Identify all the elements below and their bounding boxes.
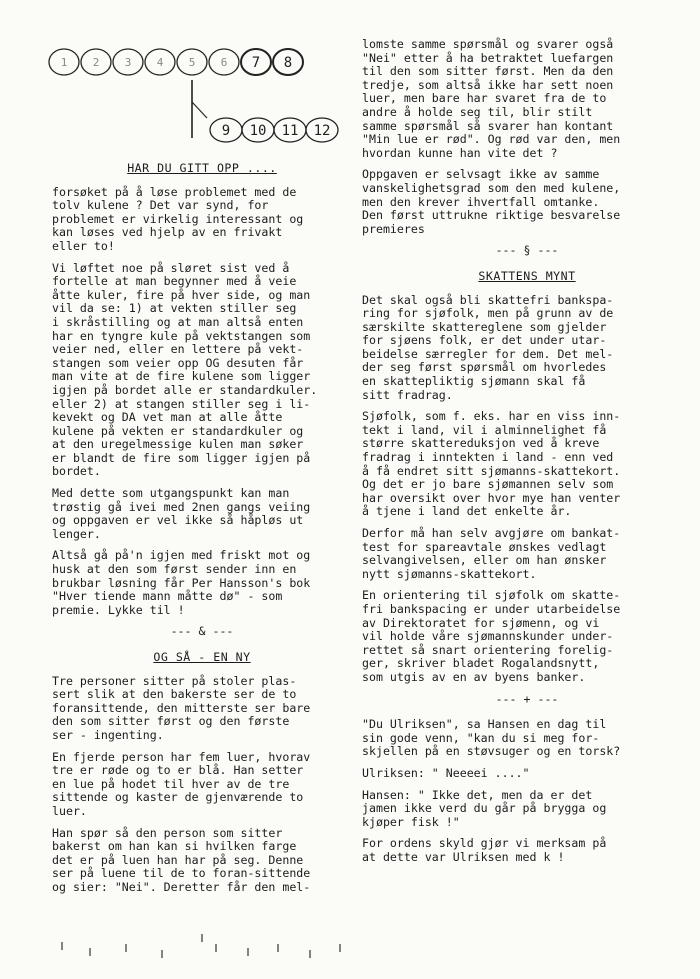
ball-label-12: 12 [313,123,331,139]
ball-label-1: 1 [60,56,68,69]
right-paragraph-8: Ulriksen: " Neeeei ...." [362,765,530,780]
left-column [52,162,352,903]
right-paragraph-5: Derfor må han selv avgjøre om bankat- test for spareavtale ønskes vedlagt selvangivelsen, eller om han ønsker nytt sjømanns-skattekort. [362,526,621,581]
ball-label-2: 2 [92,56,100,69]
heading-og-sa-en-ny: OG SÅ - EN NY [153,650,251,664]
left-paragraph-5: Tre personer sitter på stoler plas- sert slik at den bakerste ser de to foransittende, den mitterste ser bare den som sitter først og den første ser - ingenting. [52,673,311,742]
left-paragraph-3: Med dette som utgangspunkt kan man trøstig gå ivei med 2nen gangs veiing og oppgaven er vel ikke så håpløs ut lenger. [52,486,311,541]
ball-label-3: 3 [124,56,132,69]
right-paragraph-9: Hansen: " Ikke det, men da er det jamen ikke verd du går på brygga og kjøper fisk !" [362,787,607,829]
right-paragraph-2: Oppgaven er selvsagt ikke av samme vanskelighetsgrad som den med kulene, men den krever ihvertfall omtanke. Den først uttrukne riktige besvarelse premieres [362,167,621,236]
heading-skattens-mynt: SKATTENS MYNT [478,268,576,283]
ball-label-9: 9 [221,123,231,139]
right-paragraph-4: Sjøfolk, som f. eks. har en viss inn- tekt i land, vil i alminnelighet få større skattereduksjon ved å kreve fradrag i inntekten i land - enn ved å få endret sitt sjømanns-skattekort. Og det er jo bare sjømannen selv som har oversikt over hvor mye han venter å tjene i land det enkelte år. [362,409,621,519]
left-paragraph-2: Vi løftet noe på sløret sist ved å fortelle at man begynner med å veie åtte kuler, fire på hver side, og man vil da se: 1) at vekten stiller seg i skråstilling og at man altså enten har en tyngre kule på vektstangen som veier ned, eller en lettere på vekt- stangen som veier opp OG desuten får man vite at de fire kulene som ligger igjen på bordet alle er standardkuler. eller 2) at stangen stiller seg i li- kevekt og DA vet man at alle åtte kulene på vekten er standardkuler og at den uregelmessige kulen man søker er blandt de fire som ligger igjen på bordet. [52,260,318,479]
twelve-balls-illustration [42,40,342,160]
right-paragraph-1: lomste samme spørsmål og svarer også "Nei" etter å ha betraktet luefargen til den som sitter først. Men da den tredje, som altså ikke har sett noen luer, men bare har svaret fra de to andre å holde seg til, blir stilt samme spørsmål så svarer han kontant "Min lue er rød". Og rød var den, men hvordan kunne han vite det ? [362,37,621,160]
ball-label-8: 8 [283,55,293,71]
bottom-print-marks [52,930,352,970]
right-paragraph-10: For ordens skyld gjør vi merksam på at dette var Ulriksen med k ! [362,836,607,864]
separator-plus: --- + --- [495,691,559,706]
ball-label-6: 6 [220,56,228,69]
ball-label-4: 4 [156,56,164,69]
ball-label-7: 7 [251,55,261,71]
separator-section: --- § --- [495,243,559,258]
left-paragraph-7: Han spør så den person som sitter bakerst om han kan si hvilken farge det er på luen han har på seg. Denne ser på luene til de to foran-sittende og sier: "Nei". Deretter får den mel- [52,825,311,894]
separator-ampersand: --- & --- [170,624,234,639]
left-paragraph-6: En fjerde person har fem luer, hvorav tre er røde og to er blå. Han setter en lue på hodet til hver av de tre sittende og kaster de gjenværende to luer. [52,749,311,818]
left-paragraph-4: Altså gå på'n igjen med friskt mot og husk at den som først sender inn en brukbar løsning får Per Hansson's bok "Hver tiende mann måtte dø" - som premie. Lykke til ! [52,548,311,617]
left-paragraph-1: forsøket på å løse problemet med de tolv kulene ? Det var synd, for problemet er virkelig interessant og kan løses ved hjelp av en frivakt eller to! [52,184,304,253]
right-paragraph-7: "Du Ulriksen", sa Hansen en dag til sin gode venn, "kan du si meg for- skjellen på en støvsuger og en torsk? [362,717,621,759]
ball-label-5: 5 [188,56,196,69]
right-paragraph-3: Det skal også bli skattefri bankspa- ring for sjøfolk, men på grunn av de særskilte skattereglene som gjelder for sjøens folk, er det under utar- beidelse særregler for dem. Det mel- der seg først spørsmål om hvorledes en skattepliktig sjømann skal få sitt fradrag. [362,292,614,402]
heading-har-du-gitt-opp: HAR DU GITT OPP .... [127,161,277,175]
ball-label-10: 10 [249,123,267,139]
right-column [362,38,692,872]
right-paragraph-6: En orientering til sjøfolk om skatte- fri bankspacing er under utarbeidelse av Direktoratet for sjømenn, og vi vil holde våre sjømannskunder under- rettet så snart orientering forelig- ger, skriver bladet Rogalandsnytt, som utgis av en av byens banker. [362,588,621,684]
ball-label-11: 11 [281,123,299,139]
